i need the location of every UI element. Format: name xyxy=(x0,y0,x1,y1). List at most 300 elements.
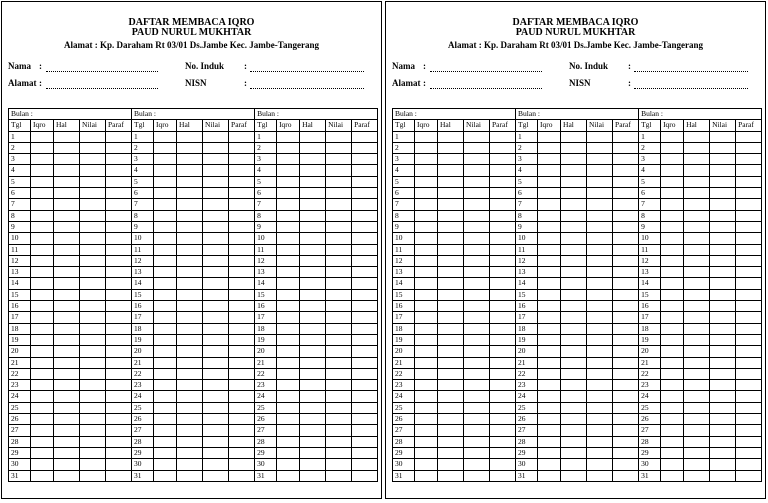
entry-cell[interactable] xyxy=(154,436,177,447)
entry-cell[interactable] xyxy=(229,233,255,244)
entry-cell[interactable] xyxy=(561,154,587,165)
entry-cell[interactable] xyxy=(464,289,490,300)
entry-cell[interactable] xyxy=(277,368,300,379)
entry-cell[interactable] xyxy=(736,380,762,391)
entry-cell[interactable] xyxy=(710,255,736,266)
entry-cell[interactable] xyxy=(177,391,203,402)
entry-cell[interactable] xyxy=(490,312,516,323)
entry-cell[interactable] xyxy=(229,357,255,368)
entry-cell[interactable] xyxy=(490,402,516,413)
entry-cell[interactable] xyxy=(300,470,326,481)
entry-cell[interactable] xyxy=(352,380,378,391)
entry-cell[interactable] xyxy=(415,368,438,379)
entry-cell[interactable] xyxy=(54,142,80,153)
entry-cell[interactable] xyxy=(300,165,326,176)
entry-cell[interactable] xyxy=(326,142,352,153)
entry-cell[interactable] xyxy=(587,244,613,255)
entry-cell[interactable] xyxy=(229,221,255,232)
entry-cell[interactable] xyxy=(80,334,106,345)
entry-cell[interactable] xyxy=(684,278,710,289)
entry-cell[interactable] xyxy=(352,221,378,232)
entry-cell[interactable] xyxy=(464,425,490,436)
entry-cell[interactable] xyxy=(300,391,326,402)
entry-cell[interactable] xyxy=(710,142,736,153)
entry-cell[interactable] xyxy=(229,176,255,187)
entry-cell[interactable] xyxy=(561,278,587,289)
entry-cell[interactable] xyxy=(31,414,54,425)
entry-cell[interactable] xyxy=(80,346,106,357)
entry-cell[interactable] xyxy=(300,154,326,165)
entry-cell[interactable] xyxy=(438,357,464,368)
entry-cell[interactable] xyxy=(80,176,106,187)
entry-cell[interactable] xyxy=(300,368,326,379)
entry-cell[interactable] xyxy=(538,414,561,425)
entry-cell[interactable] xyxy=(54,414,80,425)
entry-cell[interactable] xyxy=(587,165,613,176)
entry-cell[interactable] xyxy=(54,199,80,210)
entry-cell[interactable] xyxy=(31,244,54,255)
entry-cell[interactable] xyxy=(490,425,516,436)
entry-cell[interactable] xyxy=(684,301,710,312)
entry-cell[interactable] xyxy=(229,323,255,334)
entry-cell[interactable] xyxy=(587,323,613,334)
entry-cell[interactable] xyxy=(326,391,352,402)
entry-cell[interactable] xyxy=(710,176,736,187)
entry-cell[interactable] xyxy=(106,199,132,210)
entry-cell[interactable] xyxy=(31,278,54,289)
entry-cell[interactable] xyxy=(203,323,229,334)
entry-cell[interactable] xyxy=(684,323,710,334)
entry-cell[interactable] xyxy=(300,425,326,436)
nama-field[interactable] xyxy=(46,71,158,72)
entry-cell[interactable] xyxy=(229,131,255,142)
entry-cell[interactable] xyxy=(80,380,106,391)
entry-cell[interactable] xyxy=(438,323,464,334)
entry-cell[interactable] xyxy=(154,142,177,153)
entry-cell[interactable] xyxy=(538,267,561,278)
entry-cell[interactable] xyxy=(587,233,613,244)
entry-cell[interactable] xyxy=(736,414,762,425)
entry-cell[interactable] xyxy=(154,312,177,323)
entry-cell[interactable] xyxy=(561,368,587,379)
entry-cell[interactable] xyxy=(538,244,561,255)
entry-cell[interactable] xyxy=(277,289,300,300)
entry-cell[interactable] xyxy=(177,142,203,153)
entry-cell[interactable] xyxy=(661,165,684,176)
entry-cell[interactable] xyxy=(490,414,516,425)
entry-cell[interactable] xyxy=(277,154,300,165)
entry-cell[interactable] xyxy=(54,301,80,312)
entry-cell[interactable] xyxy=(229,154,255,165)
entry-cell[interactable] xyxy=(661,289,684,300)
entry-cell[interactable] xyxy=(300,188,326,199)
entry-cell[interactable] xyxy=(710,334,736,345)
entry-cell[interactable] xyxy=(277,447,300,458)
entry-cell[interactable] xyxy=(613,301,639,312)
entry-cell[interactable] xyxy=(587,312,613,323)
entry-cell[interactable] xyxy=(661,255,684,266)
entry-cell[interactable] xyxy=(613,323,639,334)
entry-cell[interactable] xyxy=(154,470,177,481)
entry-cell[interactable] xyxy=(613,334,639,345)
entry-cell[interactable] xyxy=(177,221,203,232)
entry-cell[interactable] xyxy=(464,188,490,199)
entry-cell[interactable] xyxy=(154,165,177,176)
entry-cell[interactable] xyxy=(561,447,587,458)
entry-cell[interactable] xyxy=(710,244,736,255)
entry-cell[interactable] xyxy=(415,414,438,425)
entry-cell[interactable] xyxy=(561,334,587,345)
entry-cell[interactable] xyxy=(277,312,300,323)
entry-cell[interactable] xyxy=(203,459,229,470)
entry-cell[interactable] xyxy=(352,459,378,470)
entry-cell[interactable] xyxy=(710,278,736,289)
entry-cell[interactable] xyxy=(177,312,203,323)
entry-cell[interactable] xyxy=(326,221,352,232)
entry-cell[interactable] xyxy=(587,459,613,470)
entry-cell[interactable] xyxy=(154,289,177,300)
entry-cell[interactable] xyxy=(490,233,516,244)
entry-cell[interactable] xyxy=(438,402,464,413)
entry-cell[interactable] xyxy=(300,459,326,470)
entry-cell[interactable] xyxy=(438,278,464,289)
entry-cell[interactable] xyxy=(736,176,762,187)
entry-cell[interactable] xyxy=(229,346,255,357)
entry-cell[interactable] xyxy=(464,391,490,402)
entry-cell[interactable] xyxy=(154,357,177,368)
entry-cell[interactable] xyxy=(684,176,710,187)
entry-cell[interactable] xyxy=(154,210,177,221)
entry-cell[interactable] xyxy=(326,301,352,312)
entry-cell[interactable] xyxy=(106,459,132,470)
entry-cell[interactable] xyxy=(277,142,300,153)
entry-cell[interactable] xyxy=(177,334,203,345)
entry-cell[interactable] xyxy=(684,199,710,210)
entry-cell[interactable] xyxy=(31,131,54,142)
entry-cell[interactable] xyxy=(203,142,229,153)
entry-cell[interactable] xyxy=(277,176,300,187)
entry-cell[interactable] xyxy=(106,301,132,312)
entry-cell[interactable] xyxy=(661,346,684,357)
entry-cell[interactable] xyxy=(352,255,378,266)
entry-cell[interactable] xyxy=(106,346,132,357)
entry-cell[interactable] xyxy=(710,233,736,244)
entry-cell[interactable] xyxy=(490,165,516,176)
entry-cell[interactable] xyxy=(326,131,352,142)
entry-cell[interactable] xyxy=(54,131,80,142)
entry-cell[interactable] xyxy=(613,447,639,458)
entry-cell[interactable] xyxy=(277,414,300,425)
entry-cell[interactable] xyxy=(177,176,203,187)
entry-cell[interactable] xyxy=(684,210,710,221)
entry-cell[interactable] xyxy=(438,267,464,278)
entry-cell[interactable] xyxy=(31,188,54,199)
entry-cell[interactable] xyxy=(352,436,378,447)
entry-cell[interactable] xyxy=(154,221,177,232)
entry-cell[interactable] xyxy=(54,165,80,176)
entry-cell[interactable] xyxy=(415,447,438,458)
entry-cell[interactable] xyxy=(661,267,684,278)
entry-cell[interactable] xyxy=(661,334,684,345)
entry-cell[interactable] xyxy=(538,312,561,323)
entry-cell[interactable] xyxy=(538,391,561,402)
entry-cell[interactable] xyxy=(31,368,54,379)
entry-cell[interactable] xyxy=(684,380,710,391)
entry-cell[interactable] xyxy=(415,176,438,187)
entry-cell[interactable] xyxy=(710,301,736,312)
entry-cell[interactable] xyxy=(177,199,203,210)
entry-cell[interactable] xyxy=(684,459,710,470)
entry-cell[interactable] xyxy=(415,334,438,345)
entry-cell[interactable] xyxy=(277,210,300,221)
entry-cell[interactable] xyxy=(561,414,587,425)
entry-cell[interactable] xyxy=(490,289,516,300)
entry-cell[interactable] xyxy=(587,267,613,278)
entry-cell[interactable] xyxy=(587,210,613,221)
entry-cell[interactable] xyxy=(587,131,613,142)
entry-cell[interactable] xyxy=(561,199,587,210)
entry-cell[interactable] xyxy=(80,244,106,255)
entry-cell[interactable] xyxy=(684,255,710,266)
entry-cell[interactable] xyxy=(661,470,684,481)
entry-cell[interactable] xyxy=(277,278,300,289)
entry-cell[interactable] xyxy=(177,425,203,436)
entry-cell[interactable] xyxy=(106,402,132,413)
entry-cell[interactable] xyxy=(613,470,639,481)
entry-cell[interactable] xyxy=(684,142,710,153)
entry-cell[interactable] xyxy=(464,131,490,142)
entry-cell[interactable] xyxy=(490,323,516,334)
entry-cell[interactable] xyxy=(415,380,438,391)
entry-cell[interactable] xyxy=(203,301,229,312)
entry-cell[interactable] xyxy=(538,346,561,357)
entry-cell[interactable] xyxy=(736,142,762,153)
entry-cell[interactable] xyxy=(587,470,613,481)
entry-cell[interactable] xyxy=(106,289,132,300)
entry-cell[interactable] xyxy=(300,380,326,391)
entry-cell[interactable] xyxy=(613,244,639,255)
entry-cell[interactable] xyxy=(464,142,490,153)
entry-cell[interactable] xyxy=(464,154,490,165)
entry-cell[interactable] xyxy=(710,346,736,357)
entry-cell[interactable] xyxy=(464,470,490,481)
entry-cell[interactable] xyxy=(300,346,326,357)
entry-cell[interactable] xyxy=(80,221,106,232)
nisn-field[interactable] xyxy=(634,88,748,89)
entry-cell[interactable] xyxy=(177,188,203,199)
entry-cell[interactable] xyxy=(31,154,54,165)
entry-cell[interactable] xyxy=(326,368,352,379)
entry-cell[interactable] xyxy=(561,312,587,323)
entry-cell[interactable] xyxy=(438,244,464,255)
entry-cell[interactable] xyxy=(538,188,561,199)
entry-cell[interactable] xyxy=(538,425,561,436)
entry-cell[interactable] xyxy=(352,267,378,278)
entry-cell[interactable] xyxy=(277,221,300,232)
entry-cell[interactable] xyxy=(538,402,561,413)
entry-cell[interactable] xyxy=(203,131,229,142)
entry-cell[interactable] xyxy=(106,244,132,255)
entry-cell[interactable] xyxy=(661,368,684,379)
entry-cell[interactable] xyxy=(438,289,464,300)
entry-cell[interactable] xyxy=(661,357,684,368)
entry-cell[interactable] xyxy=(736,210,762,221)
entry-cell[interactable] xyxy=(561,380,587,391)
entry-cell[interactable] xyxy=(464,278,490,289)
entry-cell[interactable] xyxy=(736,131,762,142)
entry-cell[interactable] xyxy=(561,289,587,300)
entry-cell[interactable] xyxy=(438,255,464,266)
entry-cell[interactable] xyxy=(177,414,203,425)
entry-cell[interactable] xyxy=(352,414,378,425)
entry-cell[interactable] xyxy=(613,402,639,413)
entry-cell[interactable] xyxy=(80,233,106,244)
entry-cell[interactable] xyxy=(490,357,516,368)
entry-cell[interactable] xyxy=(177,346,203,357)
entry-cell[interactable] xyxy=(54,323,80,334)
entry-cell[interactable] xyxy=(736,154,762,165)
entry-cell[interactable] xyxy=(80,278,106,289)
entry-cell[interactable] xyxy=(106,142,132,153)
entry-cell[interactable] xyxy=(229,402,255,413)
entry-cell[interactable] xyxy=(684,391,710,402)
entry-cell[interactable] xyxy=(710,436,736,447)
entry-cell[interactable] xyxy=(54,459,80,470)
entry-cell[interactable] xyxy=(587,255,613,266)
entry-cell[interactable] xyxy=(736,425,762,436)
entry-cell[interactable] xyxy=(31,301,54,312)
entry-cell[interactable] xyxy=(415,289,438,300)
entry-cell[interactable] xyxy=(80,447,106,458)
entry-cell[interactable] xyxy=(106,447,132,458)
entry-cell[interactable] xyxy=(587,447,613,458)
entry-cell[interactable] xyxy=(438,176,464,187)
entry-cell[interactable] xyxy=(300,267,326,278)
entry-cell[interactable] xyxy=(203,312,229,323)
entry-cell[interactable] xyxy=(561,391,587,402)
entry-cell[interactable] xyxy=(736,323,762,334)
entry-cell[interactable] xyxy=(352,131,378,142)
entry-cell[interactable] xyxy=(464,414,490,425)
entry-cell[interactable] xyxy=(736,188,762,199)
entry-cell[interactable] xyxy=(300,436,326,447)
entry-cell[interactable] xyxy=(106,188,132,199)
entry-cell[interactable] xyxy=(106,380,132,391)
entry-cell[interactable] xyxy=(561,267,587,278)
no-induk-field[interactable] xyxy=(634,71,748,72)
entry-cell[interactable] xyxy=(229,255,255,266)
entry-cell[interactable] xyxy=(490,199,516,210)
entry-cell[interactable] xyxy=(684,357,710,368)
entry-cell[interactable] xyxy=(490,436,516,447)
entry-cell[interactable] xyxy=(326,233,352,244)
entry-cell[interactable] xyxy=(613,289,639,300)
entry-cell[interactable] xyxy=(229,289,255,300)
entry-cell[interactable] xyxy=(352,425,378,436)
entry-cell[interactable] xyxy=(613,233,639,244)
entry-cell[interactable] xyxy=(203,165,229,176)
entry-cell[interactable] xyxy=(154,188,177,199)
entry-cell[interactable] xyxy=(661,312,684,323)
entry-cell[interactable] xyxy=(490,188,516,199)
entry-cell[interactable] xyxy=(613,154,639,165)
entry-cell[interactable] xyxy=(538,357,561,368)
entry-cell[interactable] xyxy=(736,312,762,323)
entry-cell[interactable] xyxy=(587,154,613,165)
entry-cell[interactable] xyxy=(661,154,684,165)
entry-cell[interactable] xyxy=(587,199,613,210)
entry-cell[interactable] xyxy=(538,323,561,334)
entry-cell[interactable] xyxy=(177,244,203,255)
entry-cell[interactable] xyxy=(54,391,80,402)
entry-cell[interactable] xyxy=(613,267,639,278)
entry-cell[interactable] xyxy=(31,346,54,357)
entry-cell[interactable] xyxy=(31,380,54,391)
entry-cell[interactable] xyxy=(587,221,613,232)
entry-cell[interactable] xyxy=(587,289,613,300)
entry-cell[interactable] xyxy=(154,414,177,425)
entry-cell[interactable] xyxy=(561,221,587,232)
entry-cell[interactable] xyxy=(106,414,132,425)
entry-cell[interactable] xyxy=(661,188,684,199)
entry-cell[interactable] xyxy=(106,334,132,345)
entry-cell[interactable] xyxy=(490,210,516,221)
entry-cell[interactable] xyxy=(613,312,639,323)
entry-cell[interactable] xyxy=(154,425,177,436)
entry-cell[interactable] xyxy=(229,165,255,176)
entry-cell[interactable] xyxy=(229,436,255,447)
entry-cell[interactable] xyxy=(277,255,300,266)
entry-cell[interactable] xyxy=(154,346,177,357)
entry-cell[interactable] xyxy=(710,391,736,402)
entry-cell[interactable] xyxy=(415,255,438,266)
entry-cell[interactable] xyxy=(490,142,516,153)
entry-cell[interactable] xyxy=(710,459,736,470)
entry-cell[interactable] xyxy=(177,470,203,481)
entry-cell[interactable] xyxy=(31,142,54,153)
entry-cell[interactable] xyxy=(277,334,300,345)
entry-cell[interactable] xyxy=(106,131,132,142)
entry-cell[interactable] xyxy=(538,447,561,458)
entry-cell[interactable] xyxy=(106,357,132,368)
entry-cell[interactable] xyxy=(31,436,54,447)
entry-cell[interactable] xyxy=(538,233,561,244)
entry-cell[interactable] xyxy=(326,165,352,176)
entry-cell[interactable] xyxy=(31,402,54,413)
entry-cell[interactable] xyxy=(538,199,561,210)
entry-cell[interactable] xyxy=(352,154,378,165)
entry-cell[interactable] xyxy=(326,402,352,413)
entry-cell[interactable] xyxy=(80,131,106,142)
entry-cell[interactable] xyxy=(561,470,587,481)
entry-cell[interactable] xyxy=(587,142,613,153)
entry-cell[interactable] xyxy=(464,165,490,176)
entry-cell[interactable] xyxy=(587,402,613,413)
entry-cell[interactable] xyxy=(490,255,516,266)
entry-cell[interactable] xyxy=(203,346,229,357)
entry-cell[interactable] xyxy=(415,188,438,199)
entry-cell[interactable] xyxy=(490,391,516,402)
entry-cell[interactable] xyxy=(661,459,684,470)
entry-cell[interactable] xyxy=(613,368,639,379)
entry-cell[interactable] xyxy=(54,425,80,436)
entry-cell[interactable] xyxy=(177,210,203,221)
entry-cell[interactable] xyxy=(736,233,762,244)
entry-cell[interactable] xyxy=(561,346,587,357)
entry-cell[interactable] xyxy=(538,436,561,447)
entry-cell[interactable] xyxy=(80,323,106,334)
entry-cell[interactable] xyxy=(464,459,490,470)
